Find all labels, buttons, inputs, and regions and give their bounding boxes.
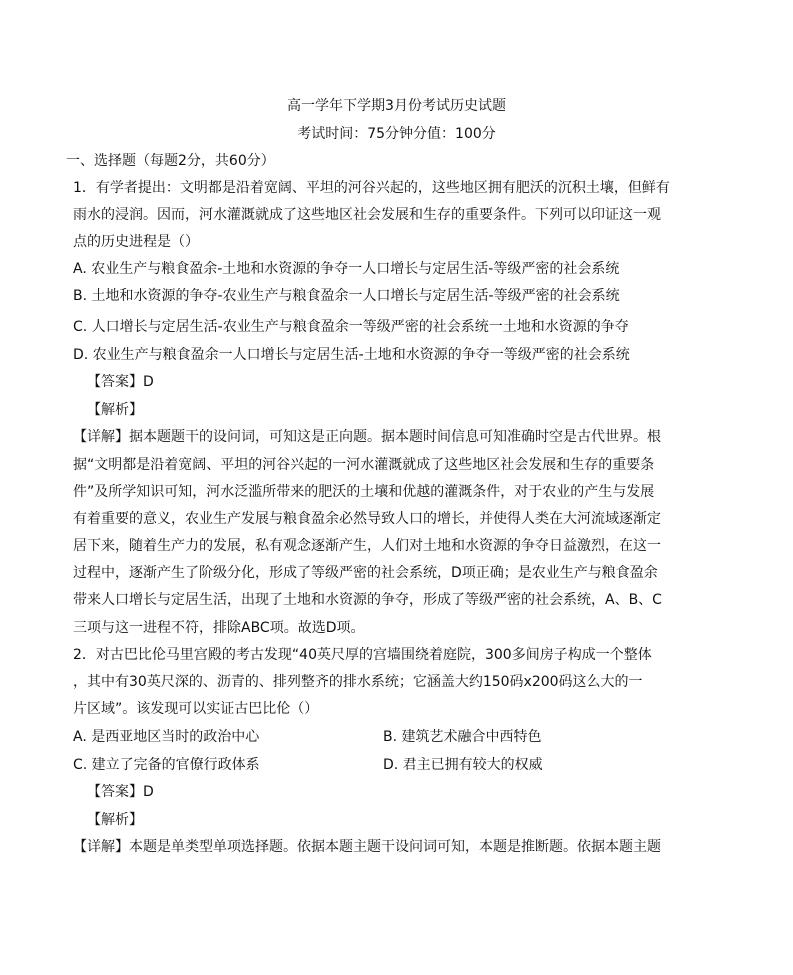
q1-option-d: D. 农业生产与粮食盈余一人口增长与定居生活-土地和水资源的争夺一等级严密的社会系统 bbox=[73, 347, 630, 363]
section-heading: 一、选择题（每题2分，共60分） bbox=[66, 153, 275, 169]
q1-explanation-line: 带来人口增长与定居生活，出现了土地和水资源的争夺，形成了等级严密的社会系统，A、B、C bbox=[73, 592, 662, 608]
q2-option-c: C. 建立了完备的官僚行政体系 bbox=[73, 757, 260, 773]
q1-option-a: A. 农业生产与粮食盈余-土地和水资源的争夺一人口增长与定居生活-等级严密的社会系统 bbox=[73, 261, 620, 277]
q1-explanation-line: 居下来，随着生产力的发展，私有观念逐渐产生，人们对土地和水资源的争夺日益激烈，在这一 bbox=[73, 538, 661, 554]
q1-stem-line: 1．有学者提出：文明都是沿着宽阔、平坦的河谷兴起的，这些地区拥有肥沃的沉积土壤，但鲜有 bbox=[73, 180, 670, 196]
q2-option-d: D. 君主已拥有较大的权威 bbox=[383, 757, 543, 773]
q2-stem-line: ，其中有30英尺深的、沥青的、排列整齐的排水系统；它涵盖大约150码x200码这么大的一 bbox=[73, 674, 643, 690]
q2-stem-line: 片区域”。该发现可以实证古巴比伦（） bbox=[73, 701, 319, 717]
q1-explanation-line: 【详解】据本题题干的设问词，可知这是正向题。据本题时间信息可知准确时空是古代世界。根 bbox=[73, 429, 661, 445]
q1-stem-line: 点的历史进程是（） bbox=[73, 234, 199, 250]
q2-option-a: A. 是西亚地区当时的政治中心 bbox=[73, 729, 260, 745]
q2-explanation-line: 【详解】本题是单类型单项选择题。依据本题主题干设问词可知，本题是推断题。依据本题主题 bbox=[73, 839, 661, 855]
q1-explanation-line: 有着重要的意义，农业生产发展与粮食盈余必然导致人口的增长，并使得人类在大河流域逐渐定 bbox=[73, 511, 661, 527]
q1-explanation-line: 三项与这一进程不符，排除ABC项。故选D项。 bbox=[73, 620, 365, 636]
q2-answer: 【答案】D bbox=[87, 784, 154, 800]
q1-explanation-line: 件”及所学知识可知，河水泛滥所带来的肥沃的土壤和优越的灌溉条件，对于农业的产生与发展 bbox=[73, 484, 655, 500]
q1-explanation-line: 过程中，逐渐产生了阶级分化，形成了等级严密的社会系统，D项正确；是农业生产与粮食盈余 bbox=[73, 565, 658, 581]
q2-option-b: B. 建筑艺术融合中西特色 bbox=[383, 729, 542, 745]
q1-option-c: C. 人口增长与定居生活-农业生产与粮食盈余一等级严密的社会系统一土地和水资源的争夺 bbox=[73, 319, 629, 335]
q1-analysis-label: 【解析】 bbox=[87, 402, 143, 418]
exam-title: 高一学年下学期3月份考试历史试题 bbox=[287, 98, 506, 114]
q2-analysis-label: 【解析】 bbox=[87, 812, 143, 828]
q1-stem-line: 雨水的浸润。因而，河水灌溉就成了这些地区社会发展和生存的重要条件。下列可以印证这一观 bbox=[73, 207, 661, 223]
exam-subtitle: 考试时间：75分钟分值：100分 bbox=[297, 126, 496, 142]
q2-stem-line: 2．对古巴比伦马里宫殿的考古发现“40英尺厚的宫墙围绕着庭院，300多间房子构成一个整体 bbox=[73, 647, 652, 663]
q1-answer: 【答案】D bbox=[87, 374, 154, 390]
q1-explanation-line: 据“文明都是沿着宽阔、平坦的河谷兴起的一河水灌溉就成了这些地区社会发展和生存的重要条 bbox=[73, 457, 655, 473]
q1-option-b: B. 土地和水资源的争夺-农业生产与粮食盈余一人口增长与定居生活-等级严密的社会系统 bbox=[73, 288, 620, 304]
